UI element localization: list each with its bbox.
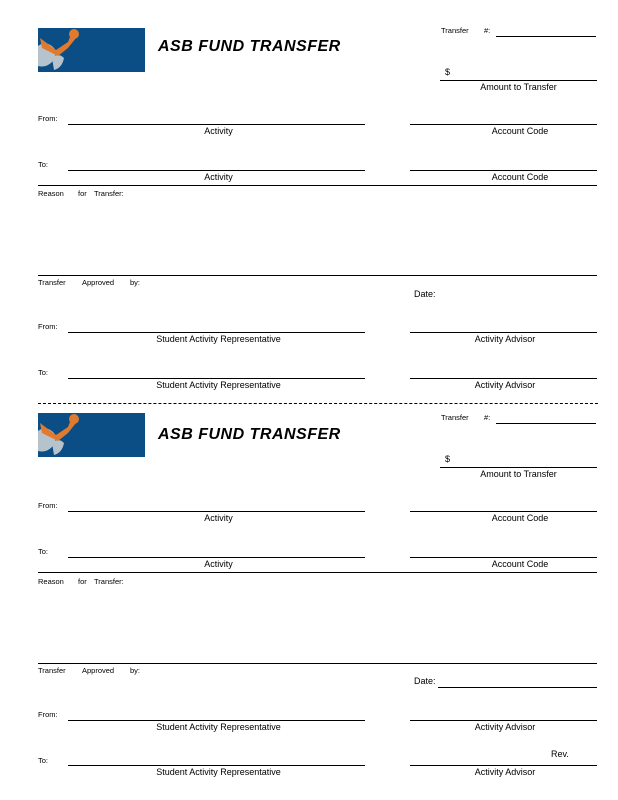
account-code-caption: Account Code [491, 559, 549, 569]
to-label: To: [38, 368, 49, 377]
transfer-label: Transfer [38, 278, 66, 287]
to-label: To: [38, 160, 49, 169]
by-label: by: [130, 666, 141, 675]
reason-label: Reason [38, 577, 64, 586]
advisor-caption: Activity Advisor [474, 334, 536, 344]
student-rep-caption: Student Activity Representative [156, 722, 281, 732]
to-rep-line[interactable] [68, 765, 365, 766]
approved-label: Approved [82, 666, 115, 675]
reason-bottom-rule [38, 275, 597, 276]
amount-caption: Amount to Transfer [480, 469, 557, 479]
account-code-caption: Account Code [491, 126, 549, 136]
date-line[interactable] [438, 687, 597, 688]
reason-area[interactable] [38, 198, 597, 274]
from-rep-line[interactable] [68, 332, 365, 333]
reason-top-rule [38, 572, 597, 573]
amount-caption: Amount to Transfer [480, 82, 557, 92]
number-label: #: [484, 413, 491, 422]
dollar-sign: $ [445, 67, 451, 77]
approved-label: Approved [82, 278, 115, 287]
for-label: for [78, 189, 87, 198]
to-activity-line[interactable] [68, 557, 365, 558]
transfer-colon-label: Transfer: [94, 189, 124, 198]
date-label: Date: [414, 289, 436, 299]
by-label: by: [130, 278, 141, 287]
student-rep-caption: Student Activity Representative [156, 767, 281, 777]
from-label: From: [38, 322, 58, 331]
from-activity-line[interactable] [68, 124, 365, 125]
activity-caption: Activity [204, 126, 233, 136]
reason-top-rule [38, 185, 597, 186]
asb-logo [38, 413, 145, 457]
form-title: ASB FUND TRANSFER [158, 426, 341, 443]
to-advisor-line[interactable] [410, 765, 597, 766]
to-advisor-line[interactable] [410, 378, 597, 379]
transfer-label: Transfer [441, 413, 469, 422]
advisor-caption: Activity Advisor [474, 767, 536, 777]
from-rep-line[interactable] [68, 720, 365, 721]
transfer-colon-label: Transfer: [94, 577, 124, 586]
number-label: #: [484, 26, 491, 35]
to-activity-line[interactable] [68, 170, 365, 171]
amount-line[interactable] [440, 80, 597, 81]
reason-label: Reason [38, 189, 64, 198]
account-code-caption: Account Code [491, 513, 549, 523]
from-label: From: [38, 710, 58, 719]
cut-line [38, 403, 598, 404]
date-label: Date: [414, 676, 436, 686]
to-account-line[interactable] [410, 557, 597, 558]
to-account-line[interactable] [410, 170, 597, 171]
rev-label: Rev. [551, 749, 569, 759]
asb-logo [38, 28, 145, 72]
advisor-caption: Activity Advisor [474, 722, 536, 732]
transfer-number-line[interactable] [496, 36, 596, 37]
student-rep-caption: Student Activity Representative [156, 334, 281, 344]
from-activity-line[interactable] [68, 511, 365, 512]
from-account-line[interactable] [410, 124, 597, 125]
activity-caption: Activity [204, 172, 233, 182]
from-label: From: [38, 114, 58, 123]
to-rep-line[interactable] [68, 378, 365, 379]
advisor-caption: Activity Advisor [474, 380, 536, 390]
transfer-label: Transfer [38, 666, 66, 675]
from-advisor-line[interactable] [410, 720, 597, 721]
transfer-label: Transfer [441, 26, 469, 35]
form-title: ASB FUND TRANSFER [158, 38, 341, 55]
account-code-caption: Account Code [491, 172, 549, 182]
transfer-number-line[interactable] [496, 423, 596, 424]
to-label: To: [38, 547, 49, 556]
from-account-line[interactable] [410, 511, 597, 512]
reason-area[interactable] [38, 586, 597, 662]
activity-caption: Activity [204, 513, 233, 523]
activity-caption: Activity [204, 559, 233, 569]
from-advisor-line[interactable] [410, 332, 597, 333]
for-label: for [78, 577, 87, 586]
reason-bottom-rule [38, 663, 597, 664]
from-label: From: [38, 501, 58, 510]
student-rep-caption: Student Activity Representative [156, 380, 281, 390]
amount-line[interactable] [440, 467, 597, 468]
dollar-sign: $ [445, 454, 451, 464]
to-label: To: [38, 756, 49, 765]
